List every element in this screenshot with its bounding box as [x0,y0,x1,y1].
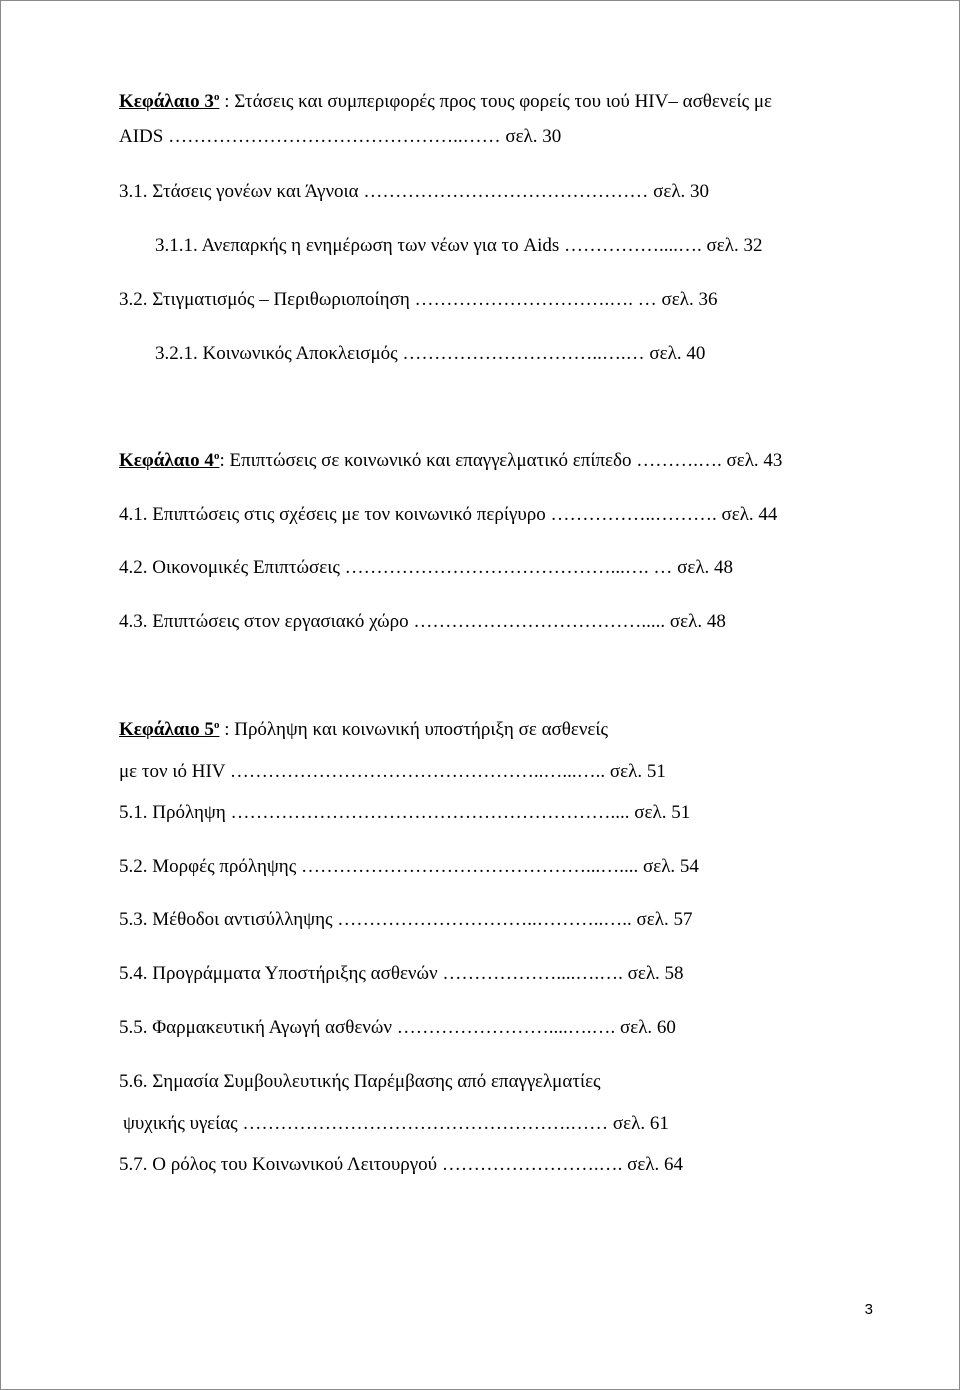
chapter-3-ordinal: ο [213,91,220,103]
entry-text: Ο ρόλος του Κοινωνικού Λειτουργού …………………….…. σελ. 64 [147,1154,684,1175]
chapter-3-label: Κεφάλαιο 3 [119,91,214,112]
toc-chapter-4-heading [119,449,782,473]
page-number: 3 [864,1301,873,1318]
toc-entry-4-3 [119,610,726,634]
entry-text: Φαρμακευτική Αγωγή ασθενών ……………………....….…. σελ. 60 [147,1017,676,1038]
entry-number: 5.1. [119,802,148,823]
toc-entry-5-6-cont: ψυχικής υγείας …………………………………………….…… σελ. 61 [123,1113,669,1134]
entry-text: Οικονομικές Επιπτώσεις ……………………………………...…. … σελ. 48 [147,557,734,578]
toc-entry-3-2-1 [155,342,705,366]
entry-text: Στάσεις γονέων και Άγνοια ……………………………………… σελ. 30 [147,181,710,202]
entry-number: 3.1. [119,181,148,202]
entry-text: Μέθοδοι αντισύλληψης …………………………..………..….. σελ. 57 [147,909,693,930]
toc-entry-3-1 [119,180,709,204]
chapter-5-ordinal: ο [213,719,220,731]
entry-number: 5.4. [119,963,148,984]
entry-number: 4.3. [119,611,148,632]
toc-chapter-5-heading-cont: με τον ιό HIV …………………………………………..…...….. σελ. 51 [119,761,666,782]
toc-chapter-3-heading-cont: AIDS ………………………………………..…… σελ. 30 [119,126,562,147]
toc-entry-5-3 [119,908,692,932]
entry-number: 4.1. [119,504,148,525]
toc-entry-3-1-1 [155,234,763,258]
entry-text: Επιπτώσεις στον εργασιακό χώρο ………………………………..... σελ. 48 [147,611,726,632]
entry-text: Μορφές πρόληψης ………………………………………...….... σελ. 54 [147,856,699,877]
entry-number: 5.5. [119,1017,148,1038]
entry-number: 3.2.1. [155,343,198,364]
toc-chapter-5-heading [119,718,608,742]
toc-chapter-3-heading [119,90,772,114]
toc-entry-5-7 [119,1153,683,1177]
entry-number: 3.2. [119,289,148,310]
toc-entry-5-4 [119,962,684,986]
chapter-3-title: : Στάσεις και συμπεριφορές προς τους φορείς του ιού HIV– ασθενείς με [219,91,773,112]
toc-entry-5-1 [119,801,690,825]
entry-text: Προγράμματα Υποστήριξης ασθενών ………………....….…. σελ. 58 [147,963,684,984]
entry-number: 3.1.1. [155,235,198,256]
toc-entry-3-2 [119,288,717,312]
chapter-5-title: : Πρόληψη και κοινωνική υποστήριξη σε ασθενείς [219,719,609,740]
toc-entry-4-1 [119,503,777,527]
toc-entry-4-2 [119,556,733,580]
toc-entry-5-6 [119,1070,601,1094]
entry-text: Στιγματισμός – Περιθωριοποίηση ………………………….…. … σελ. 36 [147,289,718,310]
chapter-4-label: Κεφάλαιο 4 [119,450,214,471]
entry-text: Κοινωνικός Αποκλεισμός …………………………..….… σελ. 40 [197,343,706,364]
entry-number: 5.3. [119,909,148,930]
chapter-5-label: Κεφάλαιο 5 [119,719,214,740]
entry-number: 5.6. [119,1071,148,1092]
entry-number: 4.2. [119,557,148,578]
entry-text: Ανεπαρκής η ενημέρωση των νέων για το Aids ……………....…. σελ. 32 [197,235,763,256]
entry-number: 5.2. [119,856,148,877]
toc-entry-5-2 [119,855,699,879]
entry-text: Επιπτώσεις στις σχέσεις με τον κοινωνικό περίγυρο ……………..………. σελ. 44 [147,504,778,525]
chapter-4-ordinal: ο [213,450,220,462]
entry-text: Πρόληψη …………………………………………………….... σελ. 51 [147,802,691,823]
toc-entry-5-5 [119,1016,676,1040]
chapter-4-title: : Επιπτώσεις σε κοινωνικό και επαγγελματικό επίπεδο ……….…. σελ. 43 [219,450,783,471]
entry-text: Σημασία Συμβουλευτικής Παρέμβασης από επαγγελματίες [147,1071,601,1092]
entry-number: 5.7. [119,1154,148,1175]
